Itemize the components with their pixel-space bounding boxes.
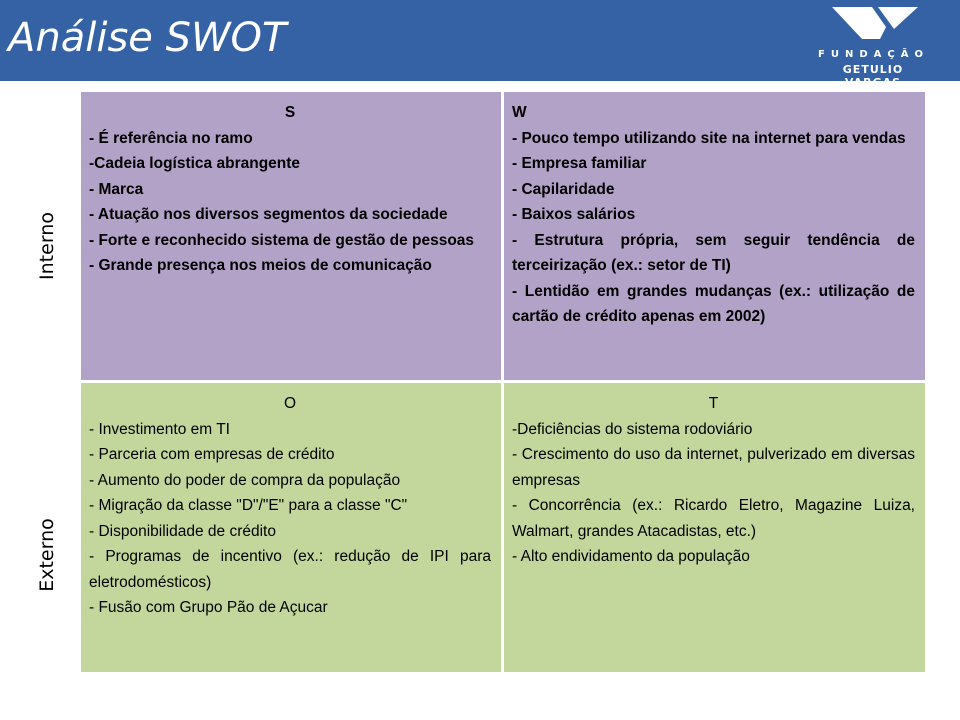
header-bar bbox=[0, 0, 960, 89]
opportunities-item: - Programas de incentivo (ex.: redução de IPI para eletrodomésticos) bbox=[89, 548, 491, 591]
swot-cell-opportunities bbox=[81, 383, 501, 672]
strengths-item: - Marca bbox=[89, 180, 144, 198]
threats-item: -Deficiências do sistema rodoviário bbox=[512, 420, 753, 438]
strengths-item: -Cadeia logística abrangente bbox=[89, 155, 301, 172]
strengths-item: - Atuação nos diversos segmentos da sociedade bbox=[89, 206, 448, 223]
weaknesses-item: - Lentidão em grandes mudanças (ex.: utilização de cartão de crédito apenas em 2002) bbox=[512, 282, 915, 325]
opportunities-item: - Parceria com empresas de crédito bbox=[89, 446, 335, 463]
strengths-heading: S bbox=[284, 104, 296, 121]
threats-item: - Concorrência (ex.: Ricardo Eletro, Magazine Luiza, Walmart, grandes Atacadistas, etc.) bbox=[512, 497, 915, 540]
threats-item: - Alto endividamento da população bbox=[512, 548, 750, 565]
weaknesses-item: - Estrutura própria, sem seguir tendência de terceirização (ex.: setor de TI) bbox=[512, 231, 915, 274]
page-title: Análise SWOT bbox=[8, 15, 287, 61]
row-label-interno: Interno bbox=[36, 212, 58, 280]
threats-item: - Crescimento do uso da internet, pulverizado em diversas empresas bbox=[512, 446, 915, 489]
logo-text-getulio-vargas: GETULIO VARGAS bbox=[842, 63, 904, 89]
opportunities-item: - Migração da classe "D"/"E" para a classe "C" bbox=[89, 497, 408, 514]
opportunities-item: - Disponibilidade de crédito bbox=[89, 522, 276, 540]
row-label-externo: Externo bbox=[36, 518, 58, 592]
opportunities-item: - Fusão com Grupo Pão de Açucar bbox=[89, 599, 328, 616]
threats-heading: T bbox=[708, 395, 719, 412]
logo-text-fundacao: FUNDAÇÃO bbox=[818, 49, 929, 60]
fgv-logo-icon bbox=[828, 5, 918, 45]
opportunities-item: - Aumento do poder de compra da população bbox=[89, 471, 401, 489]
weaknesses-item: - Pouco tempo utilizando site na internet para vendas bbox=[512, 129, 906, 147]
weaknesses-heading: W bbox=[512, 104, 527, 121]
opportunities-heading: O bbox=[283, 395, 297, 412]
fgv-logo bbox=[818, 5, 929, 89]
strengths-item: - É referência no ramo bbox=[89, 129, 253, 147]
strengths-item: - Forte e reconhecido sistema de gestão de pessoas bbox=[89, 231, 475, 249]
strengths-item: - Grande presença nos meios de comunicação bbox=[89, 257, 432, 274]
weaknesses-item: - Empresa familiar bbox=[512, 155, 647, 172]
swot-cell-weaknesses bbox=[504, 92, 925, 380]
weaknesses-item: - Baixos salários bbox=[512, 206, 636, 223]
weaknesses-item: - Capilaridade bbox=[512, 180, 615, 198]
opportunities-item: - Investimento em TI bbox=[89, 420, 230, 438]
swot-cell-strengths bbox=[81, 92, 501, 380]
swot-cell-threats bbox=[504, 383, 925, 672]
